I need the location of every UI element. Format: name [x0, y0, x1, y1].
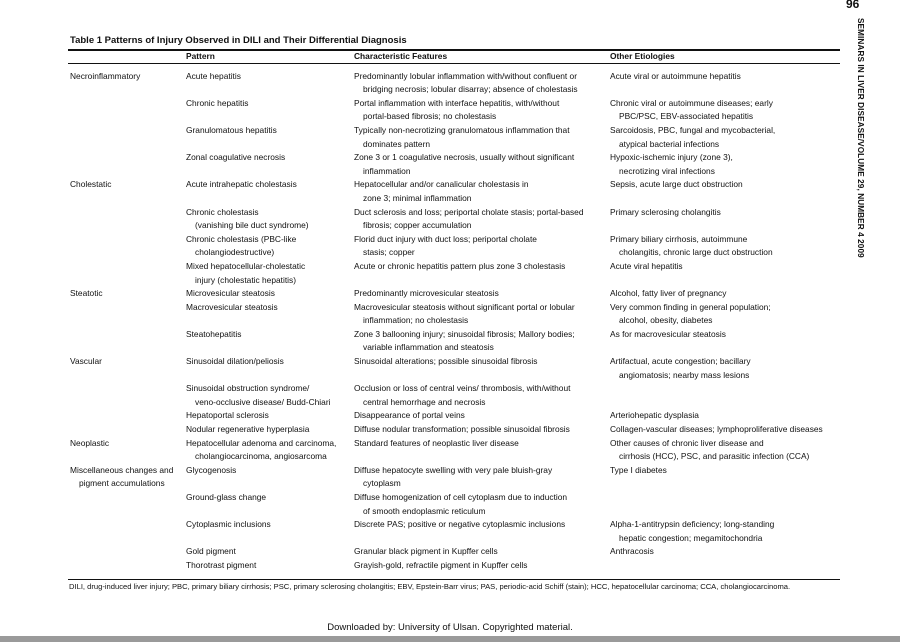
etiologies-line: Alcohol, fatty liver of pregnancy: [610, 288, 727, 299]
etiologies-cell: [608, 464, 840, 491]
table-body: [68, 64, 840, 573]
category-cell: Vascular: [70, 356, 102, 367]
table-row: [68, 124, 840, 151]
etiologies-line: Artifactual, acute congestion; bacillary: [610, 356, 751, 367]
pattern-cell: [184, 328, 352, 355]
table-row: [68, 355, 840, 382]
pattern-line: Sinusoidal dilation/peliosis: [186, 356, 284, 367]
table-row: [68, 97, 840, 124]
table-row: [68, 559, 840, 573]
category-cell: [68, 409, 184, 423]
header-characteristic-features: Characteristic Features: [354, 51, 448, 61]
features-line: Macrovesicular steatosis without significant portal or lobular: [354, 301, 575, 312]
features-cell: [352, 301, 608, 328]
etiologies-cell: [608, 437, 840, 464]
pattern-cell: [184, 233, 352, 260]
table-row: [68, 301, 840, 328]
features-cell: [352, 355, 608, 382]
features-cell: [352, 491, 608, 518]
features-line: variable inflammation and steatosis: [363, 342, 494, 353]
table-footnote: DILI, drug-induced liver injury; PBC, primary biliary cirrhosis; PSC, primary sclerosing cholangitis; EBV, Epstein-Barr virus; PAS, periodic-acid Schiff (stain); HCC, hepatocellular carcinoma; CCA, cholangiocarcinoma.: [69, 582, 791, 591]
table-row: [68, 233, 840, 260]
features-cell: [352, 464, 608, 491]
page-bottom-bar: [0, 636, 900, 642]
etiologies-line: Acute viral hepatitis: [610, 260, 683, 271]
features-line: Occlusion or loss of central veins/ thrombosis, with/without: [354, 383, 571, 394]
etiologies-cell: [608, 423, 840, 437]
pattern-line: Sinusoidal obstruction syndrome/: [186, 383, 310, 394]
category-cell: [68, 545, 184, 559]
category-cell: Cholestatic: [70, 179, 112, 190]
etiologies-line: Acute viral or autoimmune hepatitis: [610, 70, 741, 81]
features-cell: [352, 178, 608, 205]
etiologies-line: Sarcoidosis, PBC, fungal and mycobacterial,: [610, 124, 776, 135]
download-notice: Downloaded by: University of Ulsan. Copyrighted material.: [327, 622, 573, 633]
pattern-line: injury (cholestatic hepatitis): [195, 274, 297, 285]
etiologies-line: Sepsis, acute large duct obstruction: [610, 179, 743, 190]
pattern-line: Ground-glass change: [186, 492, 267, 502]
etiologies-line: cholangitis, chronic large duct obstruction: [619, 247, 773, 258]
etiologies-line: Type I diabetes: [610, 464, 667, 475]
etiologies-line: Primary biliary cirrhosis, autoimmune: [610, 233, 748, 244]
etiologies-line: Primary sclerosing cholangitis: [610, 206, 721, 217]
features-line: portal-based fibrosis; no cholestasis: [363, 111, 497, 122]
etiologies-line: Very common finding in general population;: [610, 301, 771, 312]
category-cell: [68, 328, 184, 355]
features-line: of smooth endoplasmic reticulum: [363, 505, 486, 516]
header-pattern: Pattern: [186, 51, 215, 61]
features-line: Typically non-necrotizing granulomatous inflammation that: [354, 124, 570, 135]
etiologies-line: Hypoxic-ischemic injury (zone 3),: [610, 152, 733, 163]
pattern-cell: [184, 124, 352, 151]
pattern-cell: [184, 409, 352, 423]
features-line: Zone 3 or 1 coagulative necrosis, usually without significant: [354, 152, 575, 163]
features-cell: [352, 382, 608, 409]
features-cell: [352, 423, 608, 437]
features-line: Diffuse hepatocyte swelling with very pale bluish-gray: [354, 464, 553, 475]
pattern-line: Zonal coagulative necrosis: [186, 152, 286, 163]
pattern-cell: [184, 151, 352, 178]
features-cell: [352, 287, 608, 301]
features-line: Predominantly lobular inflammation with/without confluent or: [354, 70, 577, 81]
header-category: [68, 50, 184, 64]
pattern-line: Glycogenosis: [186, 464, 237, 475]
table-row: [68, 491, 840, 518]
category-cell: Steatotic: [70, 288, 103, 299]
category-line: pigment accumulations: [79, 478, 165, 489]
features-line: Predominantly microvesicular steatosis: [354, 288, 499, 299]
table-row: [68, 409, 840, 423]
features-line: Granular black pigment in Kupffer cells: [354, 546, 498, 557]
table-row: [68, 545, 840, 559]
pattern-line: Nodular regenerative hyperplasia: [186, 424, 310, 435]
pattern-line: Chronic cholestasis (PBC-like: [186, 233, 297, 244]
features-line: zone 3; minimal inflammation: [363, 192, 472, 203]
etiologies-cell: [608, 328, 840, 355]
table-row: [68, 464, 840, 491]
etiologies-line: Anthracosis: [610, 546, 654, 557]
pattern-line: (vanishing bile duct syndrome): [195, 220, 309, 231]
pattern-line: Chronic cholestasis: [186, 206, 259, 217]
category-cell: [68, 382, 184, 409]
etiologies-cell: [608, 409, 840, 423]
category-cell: [68, 491, 184, 518]
pattern-cell: [184, 355, 352, 382]
features-line: Diffuse homogenization of cell cytoplasm due to induction: [354, 492, 568, 502]
features-cell: [352, 328, 608, 355]
features-line: Zone 3 ballooning injury; sinusoidal fibrosis; Mallory bodies;: [354, 328, 575, 339]
pattern-cell: [184, 178, 352, 205]
features-cell: [352, 518, 608, 545]
table-row: [68, 382, 840, 409]
table-row: [68, 328, 840, 355]
etiologies-line: PBC/PSC, EBV-associated hepatitis: [619, 111, 754, 122]
pattern-line: cholangiodestructive): [195, 247, 275, 258]
features-cell: [352, 559, 608, 573]
features-cell: [352, 437, 608, 464]
table-row: [68, 287, 840, 301]
pattern-cell: [184, 545, 352, 559]
table-header-row: [68, 50, 840, 64]
pattern-line: Chronic hepatitis: [186, 97, 249, 108]
pattern-line: Gold pigment: [186, 546, 236, 557]
pattern-cell: [184, 559, 352, 573]
features-cell: [352, 545, 608, 559]
pattern-cell: [184, 206, 352, 233]
table-row: [68, 64, 840, 97]
pattern-cell: [184, 64, 352, 97]
features-line: Grayish-gold, refractile pigment in Kupffer cells: [354, 559, 528, 570]
table-row: [68, 518, 840, 545]
category-cell: [68, 97, 184, 124]
pattern-line: Granulomatous hepatitis: [186, 124, 277, 135]
table-bottom-rule: [68, 579, 840, 580]
category-cell: [68, 518, 184, 545]
features-line: cytoplasm: [363, 478, 401, 489]
features-cell: [352, 260, 608, 287]
pattern-line: cholangiocarcinoma, angiosarcoma: [195, 451, 327, 462]
features-line: stasis; copper: [363, 247, 415, 258]
table-row: [68, 437, 840, 464]
pattern-line: Mixed hepatocellular-cholestatic: [186, 260, 306, 271]
pattern-cell: [184, 260, 352, 287]
features-cell: [352, 409, 608, 423]
etiologies-cell: [608, 233, 840, 260]
features-line: fibrosis; copper accumulation: [363, 220, 472, 231]
features-line: dominates pattern: [363, 138, 431, 149]
table-row: [68, 260, 840, 287]
features-line: central hemorrhage and necrosis: [363, 396, 486, 407]
features-cell: [352, 97, 608, 124]
etiologies-cell: [608, 151, 840, 178]
pattern-line: Hepatoportal sclerosis: [186, 410, 269, 421]
etiologies-line: cirrhosis (HCC), PSC, and parasitic infection (CCA): [619, 451, 810, 462]
etiologies-cell: [608, 301, 840, 328]
etiologies-line: Other causes of chronic liver disease and: [610, 437, 764, 448]
etiologies-cell: [608, 491, 840, 518]
pattern-line: Acute hepatitis: [186, 70, 241, 81]
features-line: Disappearance of portal veins: [354, 410, 465, 421]
page-number: 96: [846, 0, 860, 11]
category-cell: [68, 151, 184, 178]
pattern-line: Acute intrahepatic cholestasis: [186, 179, 297, 190]
etiologies-cell: [608, 260, 840, 287]
pattern-line: veno-occlusive disease/ Budd-Chiari: [195, 396, 331, 407]
injury-patterns-table: [68, 50, 840, 573]
features-line: Florid duct injury with duct loss; periportal cholate: [354, 233, 537, 244]
table-title: Table 1 Patterns of Injury Observed in DILI and Their Differential Diagnosis: [70, 35, 407, 46]
pattern-line: Hepatocellular adenoma and carcinoma,: [186, 437, 337, 448]
pattern-line: Thorotrast pigment: [186, 559, 257, 570]
table-row: [68, 423, 840, 437]
features-line: inflammation; no cholestasis: [363, 315, 469, 326]
features-cell: [352, 124, 608, 151]
features-cell: [352, 64, 608, 97]
pattern-line: Cytoplasmic inclusions: [186, 519, 271, 530]
pattern-cell: [184, 437, 352, 464]
features-line: Hepatocellular and/or canalicular cholestasis in: [354, 179, 529, 190]
features-line: Duct sclerosis and loss; periportal cholate stasis; portal-based: [354, 206, 584, 217]
etiologies-line: Arteriohepatic dysplasia: [610, 410, 699, 421]
etiologies-cell: [608, 206, 840, 233]
pattern-cell: [184, 464, 352, 491]
table-row: [68, 151, 840, 178]
table-row: [68, 178, 840, 205]
category-cell: [68, 301, 184, 328]
category-cell: [68, 260, 184, 287]
pattern-line: Macrovesicular steatosis: [186, 301, 278, 312]
etiologies-cell: [608, 97, 840, 124]
category-line: Miscellaneous changes and: [70, 464, 174, 475]
features-line: Acute or chronic hepatitis pattern plus zone 3 cholestasis: [354, 260, 566, 271]
etiologies-cell: [608, 545, 840, 559]
category-cell: [68, 124, 184, 151]
features-cell: [352, 151, 608, 178]
pattern-line: Microvesicular steatosis: [186, 288, 275, 299]
category-cell: [68, 464, 184, 491]
features-line: Standard features of neoplastic liver disease: [354, 437, 519, 448]
pattern-cell: [184, 423, 352, 437]
etiologies-cell: [608, 124, 840, 151]
pattern-cell: [184, 491, 352, 518]
etiologies-cell: [608, 64, 840, 97]
features-cell: [352, 233, 608, 260]
header-other-etiologies: Other Etiologies: [610, 51, 675, 61]
category-cell: [68, 423, 184, 437]
journal-running-header: SEMINARS IN LIVER DISEASE/VOLUME 29, NUMBER 4 2009: [856, 18, 865, 258]
features-line: Sinusoidal alterations; possible sinusoidal fibrosis: [354, 356, 538, 367]
category-cell: [68, 233, 184, 260]
pattern-cell: [184, 97, 352, 124]
etiologies-cell: [608, 178, 840, 205]
etiologies-line: atypical bacterial infections: [619, 138, 720, 149]
etiologies-line: Collagen-vascular diseases; lymphoproliferative diseases: [610, 424, 823, 435]
etiologies-cell: [608, 287, 840, 301]
features-cell: [352, 206, 608, 233]
pattern-cell: [184, 382, 352, 409]
pattern-cell: [184, 518, 352, 545]
features-line: Portal inflammation with interface hepatitis, with/without: [354, 97, 560, 108]
etiologies-cell: [608, 518, 840, 545]
etiologies-line: Alpha-1-antitrypsin deficiency; long-standing: [610, 519, 775, 530]
table-row: [68, 206, 840, 233]
category-cell: Neoplastic: [70, 437, 110, 448]
etiologies-cell: [608, 559, 840, 573]
pattern-line: Steatohepatitis: [186, 328, 242, 339]
etiologies-line: alcohol, obesity, diabetes: [619, 315, 713, 326]
features-line: inflammation: [363, 165, 411, 176]
etiologies-cell: [608, 382, 840, 409]
features-line: bridging necrosis; lobular disarray; absence of cholestasis: [363, 84, 578, 95]
category-cell: Necroinflammatory: [70, 70, 141, 81]
features-line: Diffuse nodular transformation; possible sinusoidal fibrosis: [354, 424, 570, 435]
category-cell: [68, 206, 184, 233]
etiologies-line: Chronic viral or autoimmune diseases; early: [610, 97, 773, 108]
category-cell: [68, 559, 184, 573]
etiologies-line: necrotizing viral infections: [619, 165, 715, 176]
etiologies-line: hepatic congestion; megamitochondria: [619, 532, 763, 543]
features-line: Discrete PAS; positive or negative cytoplasmic inclusions: [354, 519, 566, 530]
pattern-cell: [184, 301, 352, 328]
etiologies-cell: [608, 355, 840, 382]
etiologies-line: angiomatosis; nearby mass lesions: [619, 369, 750, 380]
etiologies-line: As for macrovesicular steatosis: [610, 328, 726, 339]
pattern-cell: [184, 287, 352, 301]
